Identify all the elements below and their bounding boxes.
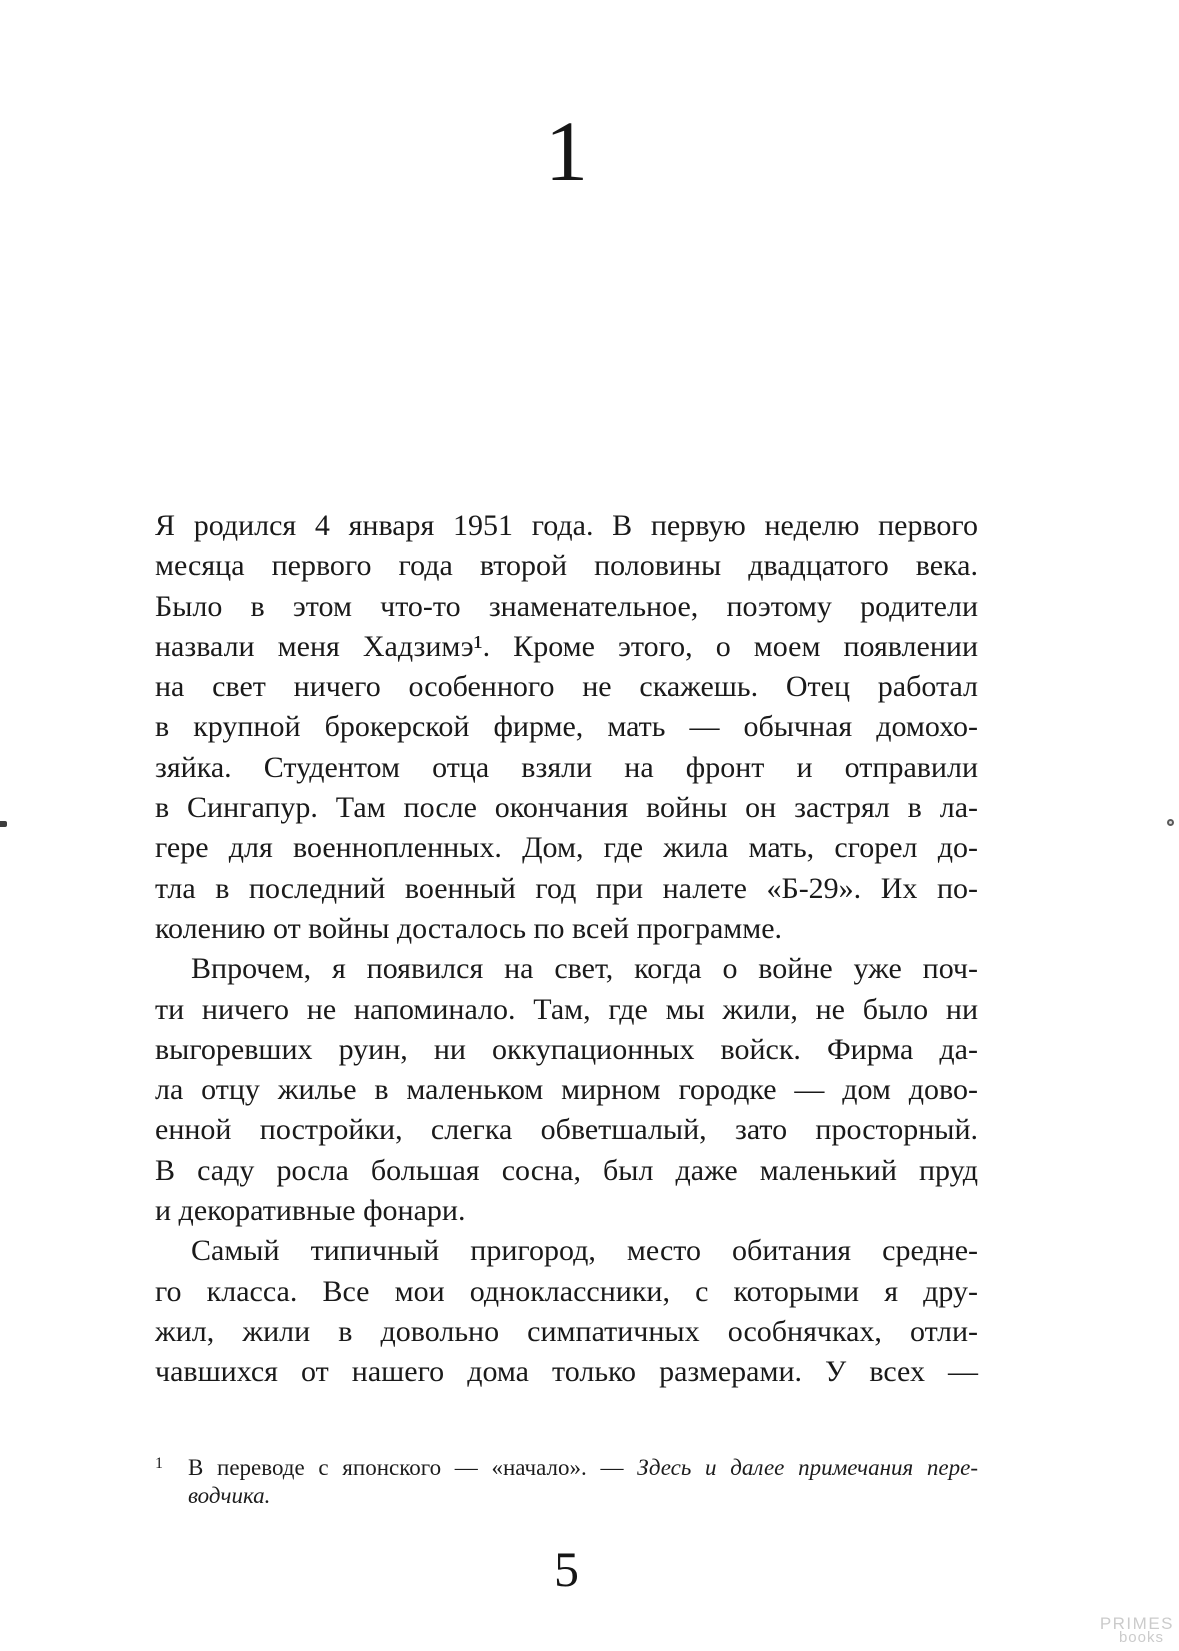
publisher-watermark xyxy=(1100,1616,1174,1645)
text-line: В саду росла большая сосна, был даже маленький пруд xyxy=(155,1153,978,1187)
text-line: Самый типичный пригород, место обитания средне- xyxy=(191,1234,978,1268)
body-text xyxy=(155,506,978,1393)
watermark-primes-text: PRIMES xyxy=(1099,1614,1174,1633)
watermark-books-text: books xyxy=(1118,1629,1164,1646)
text-line: месяца первого года второй половины двадцатого века. xyxy=(155,549,978,583)
footnote xyxy=(155,1454,978,1510)
text-line: в Сингапур. Там после окончания войны он застрял в ла- xyxy=(155,791,978,825)
footnote-text-regular: В переводе с японского — «начало». — xyxy=(188,1455,638,1480)
text-line: ла отцу жилье в маленьком мирном городке — дом дово- xyxy=(155,1073,978,1107)
footnote-marker: 1 xyxy=(155,1455,163,1472)
text-line: Впрочем, я появился на свет, когда о войне уже поч- xyxy=(191,952,978,986)
text-line: выгоревших руин, ни оккупационных войск. Фирма да- xyxy=(155,1032,978,1066)
scan-artifact-right-edge xyxy=(1167,819,1174,826)
footnote-line-1 xyxy=(188,1454,978,1482)
text-line: зяйка. Студентом отца взяли на фронт и отправили xyxy=(155,750,978,784)
text-line: в крупной брокерской фирме, мать — обычная домохо- xyxy=(155,710,978,744)
text-line: Было в этом что-то знаменательное, поэтому родители xyxy=(155,589,978,623)
footnote-text-italic-continued: водчика. xyxy=(188,1483,271,1508)
text-line: колению от войны досталось по всей программе. xyxy=(155,911,783,945)
page-number: 5 xyxy=(554,1541,579,1597)
text-line: и декоративные фонари. xyxy=(155,1194,466,1228)
scan-artifact-left-edge xyxy=(0,821,7,827)
text-line: го класса. Все мои одноклассники, с которыми я дру- xyxy=(155,1274,978,1308)
text-line: назвали меня Хадзимэ¹. Кроме этого, о моем появлении xyxy=(155,629,978,663)
text-line: гере для военнопленных. Дом, где жила мать, сгорел до- xyxy=(155,831,978,865)
text-line: ти ничего не напоминало. Там, где мы жили, не было ни xyxy=(155,992,978,1026)
footnote-line-2 xyxy=(188,1482,978,1510)
text-line: Я родился 4 января 1951 года. В первую неделю первого xyxy=(155,509,978,542)
text-line: на свет ничего особенного не скажешь. Отец работал xyxy=(155,670,978,704)
text-line: жил, жили в довольно симпатичных особнячках, отли- xyxy=(155,1314,978,1348)
footnote-text-italic: Здесь и далее примечания пере- xyxy=(637,1455,978,1480)
chapter-number: 1 xyxy=(545,103,588,199)
text-line: чавшихся от нашего дома только размерами. У всех — xyxy=(155,1355,978,1389)
text-line: енной постройки, слегка обветшалый, зато просторный. xyxy=(155,1113,978,1147)
footnote-body xyxy=(155,1454,978,1510)
text-line: тла в последний военный год при налете «Б-29». Их по- xyxy=(155,871,978,905)
